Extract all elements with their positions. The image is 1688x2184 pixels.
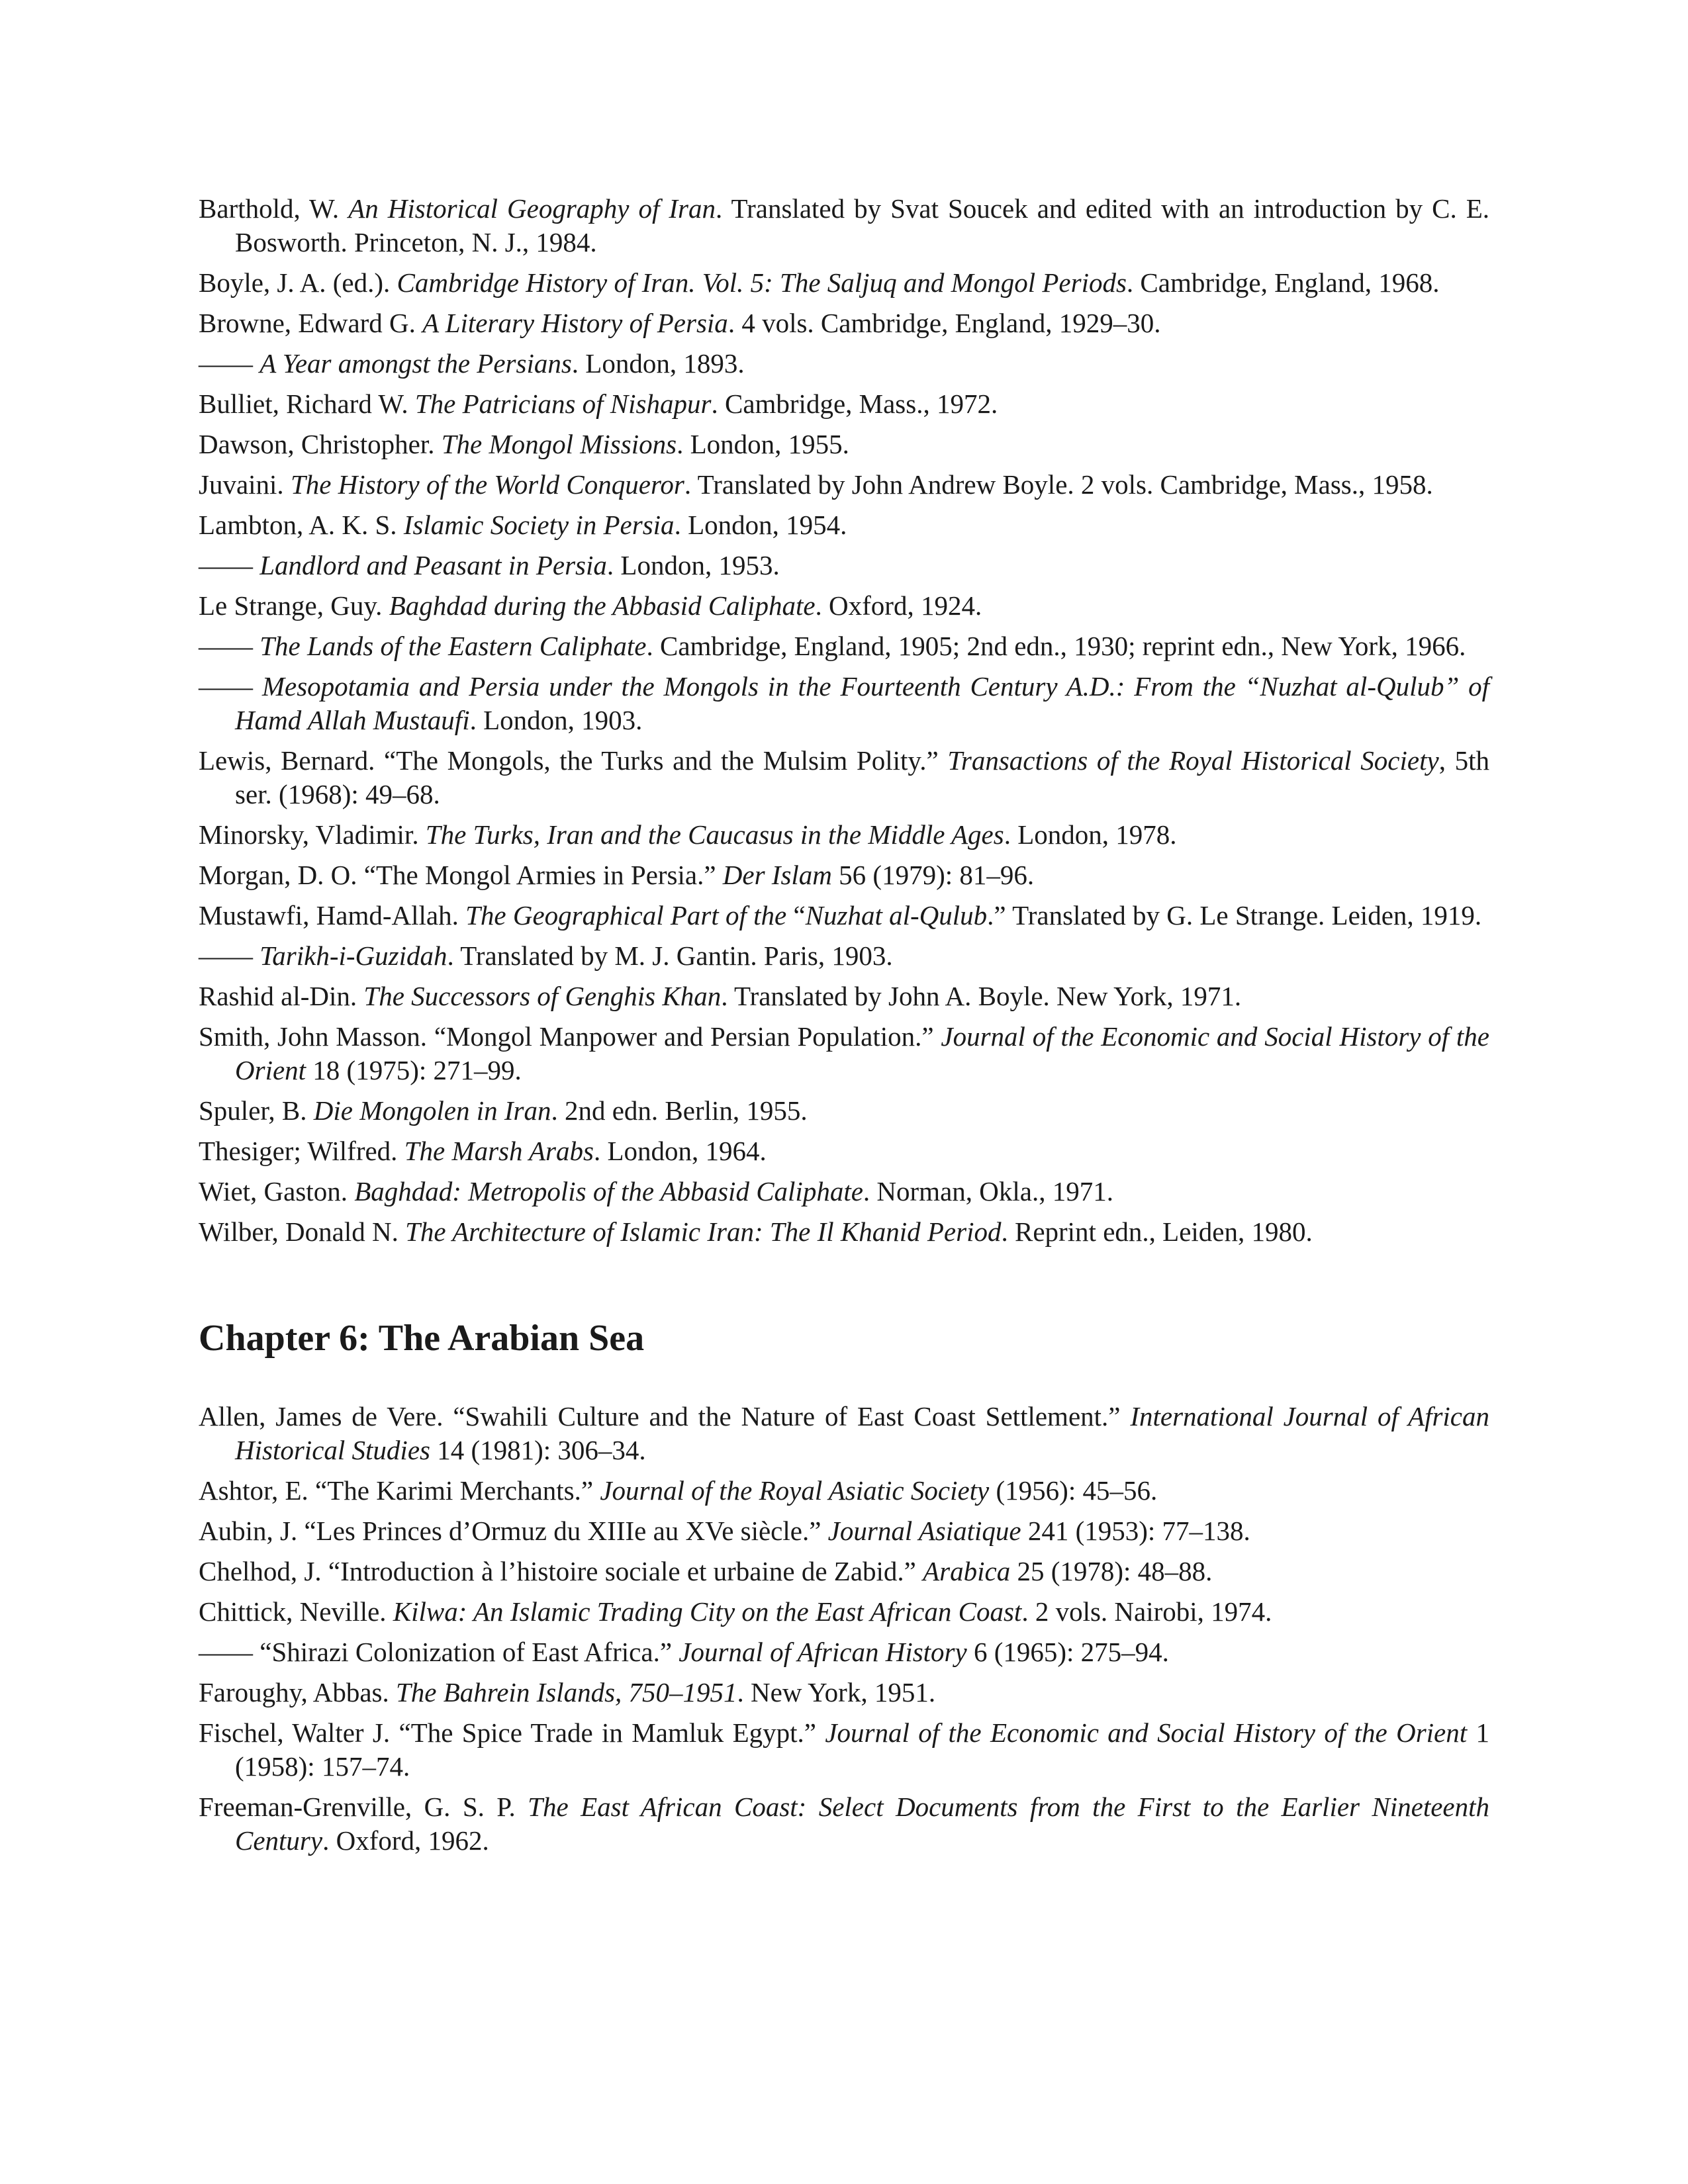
entry-title: Kilwa: An Islamic Trading City on the East African Coast: [393, 1596, 1022, 1627]
entry-text: . London, 1954.: [674, 510, 847, 540]
entry-text: ——: [199, 550, 260, 580]
entry-text: Barthold, W.: [199, 193, 349, 224]
bibliography-entry: [199, 1635, 1489, 1669]
bibliography-entry: [199, 1400, 1489, 1467]
bibliography-entry: [199, 428, 1489, 461]
entry-text: Freeman-Grenville, G. S. P.: [199, 1792, 528, 1822]
entry-title: Journal of the Economic and Social History of the Orient: [235, 1021, 1489, 1085]
entry-text: Boyle, J. A. (ed.).: [199, 267, 397, 298]
entry-text: , 5th ser. (1968): 49–68.: [235, 745, 1489, 809]
entry-title: The Marsh Arabs: [404, 1136, 594, 1166]
entry-title: The Mongol Missions: [441, 429, 677, 459]
entry-title: Baghdad during the Abbasid Caliphate: [389, 590, 816, 621]
entry-text: 241 (1953): 77–138.: [1021, 1516, 1250, 1546]
bibliography-entry: [199, 744, 1489, 811]
bibliography-entry: [199, 629, 1489, 663]
entry-text: ——: [199, 348, 260, 379]
bibliography-entry: [199, 1514, 1489, 1548]
entry-text: Juvaini.: [199, 469, 291, 500]
entry-text: . Cambridge, England, 1905; 2nd edn., 1930; reprint edn., New York, 1966.: [646, 631, 1466, 661]
bibliography-entry: [199, 347, 1489, 381]
entry-text: Bulliet, Richard W.: [199, 388, 415, 419]
entry-text: Dawson, Christopher.: [199, 429, 442, 459]
entry-text: . London, 1903.: [469, 705, 643, 735]
entry-title: Journal Asiatique: [827, 1516, 1021, 1546]
entry-title: Nuzhat al-Qulub: [805, 900, 988, 931]
entry-text: . Translated by John A. Boyle. New York, 1971.: [721, 981, 1242, 1011]
entry-text: . London, 1953.: [606, 550, 780, 580]
entry-title: Die Mongolen in Iran: [313, 1095, 551, 1126]
entry-text: ——: [199, 631, 260, 661]
entry-text: Wiet, Gaston.: [199, 1176, 355, 1206]
bibliography-entry: [199, 899, 1489, 933]
entry-text: 25 (1978): 48–88.: [1010, 1556, 1213, 1586]
entry-text: Fischel, Walter J. “The Spice Trade in Mamluk Egypt.”: [199, 1717, 825, 1748]
entry-text: Allen, James de Vere. “Swahili Culture and the Nature of East Coast Settlement.”: [199, 1401, 1131, 1432]
entry-text: . Oxford, 1962.: [322, 1825, 489, 1856]
entry-text: . 4 vols. Cambridge, England, 1929–30.: [727, 308, 1161, 338]
entry-text: Rashid al-Din.: [199, 981, 364, 1011]
entry-title: The Bahrein Islands, 750–1951: [396, 1677, 737, 1707]
bibliography-entry: [199, 818, 1489, 852]
entry-text: Minorsky, Vladimir.: [199, 819, 426, 850]
entry-text: 18 (1975): 271–99.: [306, 1055, 522, 1085]
entry-title: Islamic Society in Persia: [403, 510, 675, 540]
entry-text: ——: [199, 671, 262, 702]
entry-text: . London, 1893.: [571, 348, 745, 379]
entry-text: Faroughy, Abbas.: [199, 1677, 396, 1707]
entry-text: . 2nd edn. Berlin, 1955.: [551, 1095, 808, 1126]
chapter-heading: Chapter 6: The Arabian Sea: [199, 1318, 645, 1359]
bibliography-entry: [199, 670, 1489, 737]
bibliography-entry: [199, 858, 1489, 892]
entry-title: International Journal of African Historical Studies: [235, 1401, 1490, 1465]
entry-text: ——: [199, 940, 260, 971]
entry-title: The Successors of Genghis Khan: [363, 981, 722, 1011]
entry-title: Landlord and Peasant in Persia: [259, 550, 607, 580]
entry-text: . Translated by M. J. Gantin. Paris, 1903.: [447, 940, 893, 971]
entry-text: Chittick, Neville.: [199, 1596, 393, 1627]
entry-text: Smith, John Masson. “Mongol Manpower and Persian Population.”: [199, 1021, 941, 1052]
entry-text: Morgan, D. O. “The Mongol Armies in Persia.”: [199, 860, 723, 890]
entry-text: . 2 vols. Nairobi, 1974.: [1021, 1596, 1272, 1627]
entry-text: 56 (1979): 81–96.: [831, 860, 1035, 890]
entry-text: “: [786, 900, 806, 931]
entry-title: The Turks, Iran and the Caucasus in the Middle Ages: [425, 819, 1004, 850]
bibliography-entry: [199, 1595, 1489, 1629]
bibliography-entry: [199, 1094, 1489, 1128]
bibliography-entry: [199, 1215, 1489, 1249]
entry-text: .” Translated by G. Le Strange. Leiden, 1919.: [987, 900, 1482, 931]
entry-text: Lambton, A. K. S.: [199, 510, 404, 540]
entry-text: . Translated by Svat Soucek and edited with an introduction by C. E. Bosworth. Princeton, N. J., 1984.: [235, 193, 1489, 257]
bibliography-entry: [199, 1555, 1489, 1588]
entry-title: Journal of the Economic and Social History of the Orient: [825, 1717, 1468, 1748]
entry-text: Lewis, Bernard. “The Mongols, the Turks and the Mulsim Polity.”: [199, 745, 948, 776]
entry-text: Spuler, B.: [199, 1095, 314, 1126]
bibliography-entry: [199, 979, 1489, 1013]
bibliography-entry: [199, 1474, 1489, 1508]
entry-title: The Geographical Part of the: [465, 900, 787, 931]
entry-text: Browne, Edward G.: [199, 308, 423, 338]
bibliography-list: [199, 192, 1489, 1249]
bibliography-entry: [199, 1020, 1489, 1087]
entry-text: . New York, 1951.: [737, 1677, 936, 1707]
bibliography-entry: [199, 306, 1489, 340]
entry-text: Aubin, J. “Les Princes d’Ormuz du XIIIe au XVe siècle.”: [199, 1516, 828, 1546]
entry-text: . Oxford, 1924.: [815, 590, 982, 621]
entry-title: Der Islam: [722, 860, 832, 890]
entry-title: Cambridge History of Iran. Vol. 5: The Saljuq and Mongol Periods: [397, 267, 1127, 298]
bibliography-entry: [199, 1676, 1489, 1709]
entry-title: A Literary History of Persia: [422, 308, 728, 338]
entry-title: The East African Coast: Select Documents from the First to the Earlier Nineteenth Century: [235, 1792, 1489, 1856]
entry-title: The Architecture of Islamic Iran: The Il Khanid Period: [405, 1216, 1002, 1247]
entry-text: . London, 1964.: [593, 1136, 767, 1166]
entry-text: . Translated by John Andrew Boyle. 2 vols. Cambridge, Mass., 1958.: [684, 469, 1433, 500]
bibliography-entry: [199, 508, 1489, 542]
entry-text: Le Strange, Guy.: [199, 590, 389, 621]
entry-text: Wilber, Donald N.: [199, 1216, 406, 1247]
bibliography-page: [199, 192, 1489, 1864]
bibliography-entry: [199, 1175, 1489, 1208]
bibliography-entry: [199, 1790, 1489, 1858]
entry-title: The History of the World Conqueror: [290, 469, 684, 500]
bibliography-entry: [199, 468, 1489, 502]
bibliography-entry: [199, 549, 1489, 582]
entry-text: . Reprint edn., Leiden, 1980.: [1001, 1216, 1313, 1247]
entry-text: Mustawfi, Hamd-Allah.: [199, 900, 466, 931]
entry-title: Journal of African History: [679, 1637, 967, 1667]
entry-title: A Year amongst the Persians: [259, 348, 572, 379]
entry-text: 6 (1965): 275–94.: [966, 1637, 1169, 1667]
entry-text: . Cambridge, England, 1968.: [1126, 267, 1440, 298]
entry-text: 14 (1981): 306–34.: [430, 1435, 646, 1465]
bibliography-entry: [199, 387, 1489, 421]
entry-text: Thesiger; Wilfred.: [199, 1136, 404, 1166]
entry-title: The Patricians of Nishapur: [414, 388, 712, 419]
bibliography-entry: [199, 266, 1489, 300]
bibliography-entry: [199, 192, 1489, 259]
entry-text: Ashtor, E. “The Karimi Merchants.”: [199, 1475, 600, 1506]
bibliography-entry: [199, 1716, 1489, 1784]
entry-text: 1 (1958): 157–74.: [235, 1717, 1490, 1782]
entry-title: Tarikh-i-Guzidah: [259, 940, 447, 971]
bibliography-entry: [199, 589, 1489, 623]
entry-title: An Historical Geography of Iran: [348, 193, 716, 224]
entry-title: Journal of the Royal Asiatic Society: [600, 1475, 990, 1506]
entry-text: . London, 1955.: [677, 429, 849, 459]
bibliography-entry: [199, 1134, 1489, 1168]
entry-title: The Lands of the Eastern Caliphate: [259, 631, 647, 661]
bibliography-list: [199, 1400, 1489, 1858]
entry-text: Chelhod, J. “Introduction à l’histoire sociale et urbaine de Zabid.”: [199, 1556, 923, 1586]
bibliography-entry: [199, 939, 1489, 973]
entry-title: Mesopotamia and Persia under the Mongols in the Fourteenth Century A.D.: From the “Nuzhat al-Qulub” of Hamd Allah Mustaufi: [235, 671, 1490, 735]
entry-text: . Cambridge, Mass., 1972.: [711, 388, 998, 419]
entry-title: Transactions of the Royal Historical Society: [947, 745, 1439, 776]
entry-text: —— “Shirazi Colonization of East Africa.”: [199, 1637, 679, 1667]
entry-text: . London, 1978.: [1004, 819, 1177, 850]
entry-title: Baghdad: Metropolis of the Abbasid Caliphate: [354, 1176, 863, 1206]
entry-text: . Norman, Okla., 1971.: [863, 1176, 1113, 1206]
entry-title: Arabica: [923, 1556, 1011, 1586]
entry-text: (1956): 45–56.: [989, 1475, 1158, 1506]
